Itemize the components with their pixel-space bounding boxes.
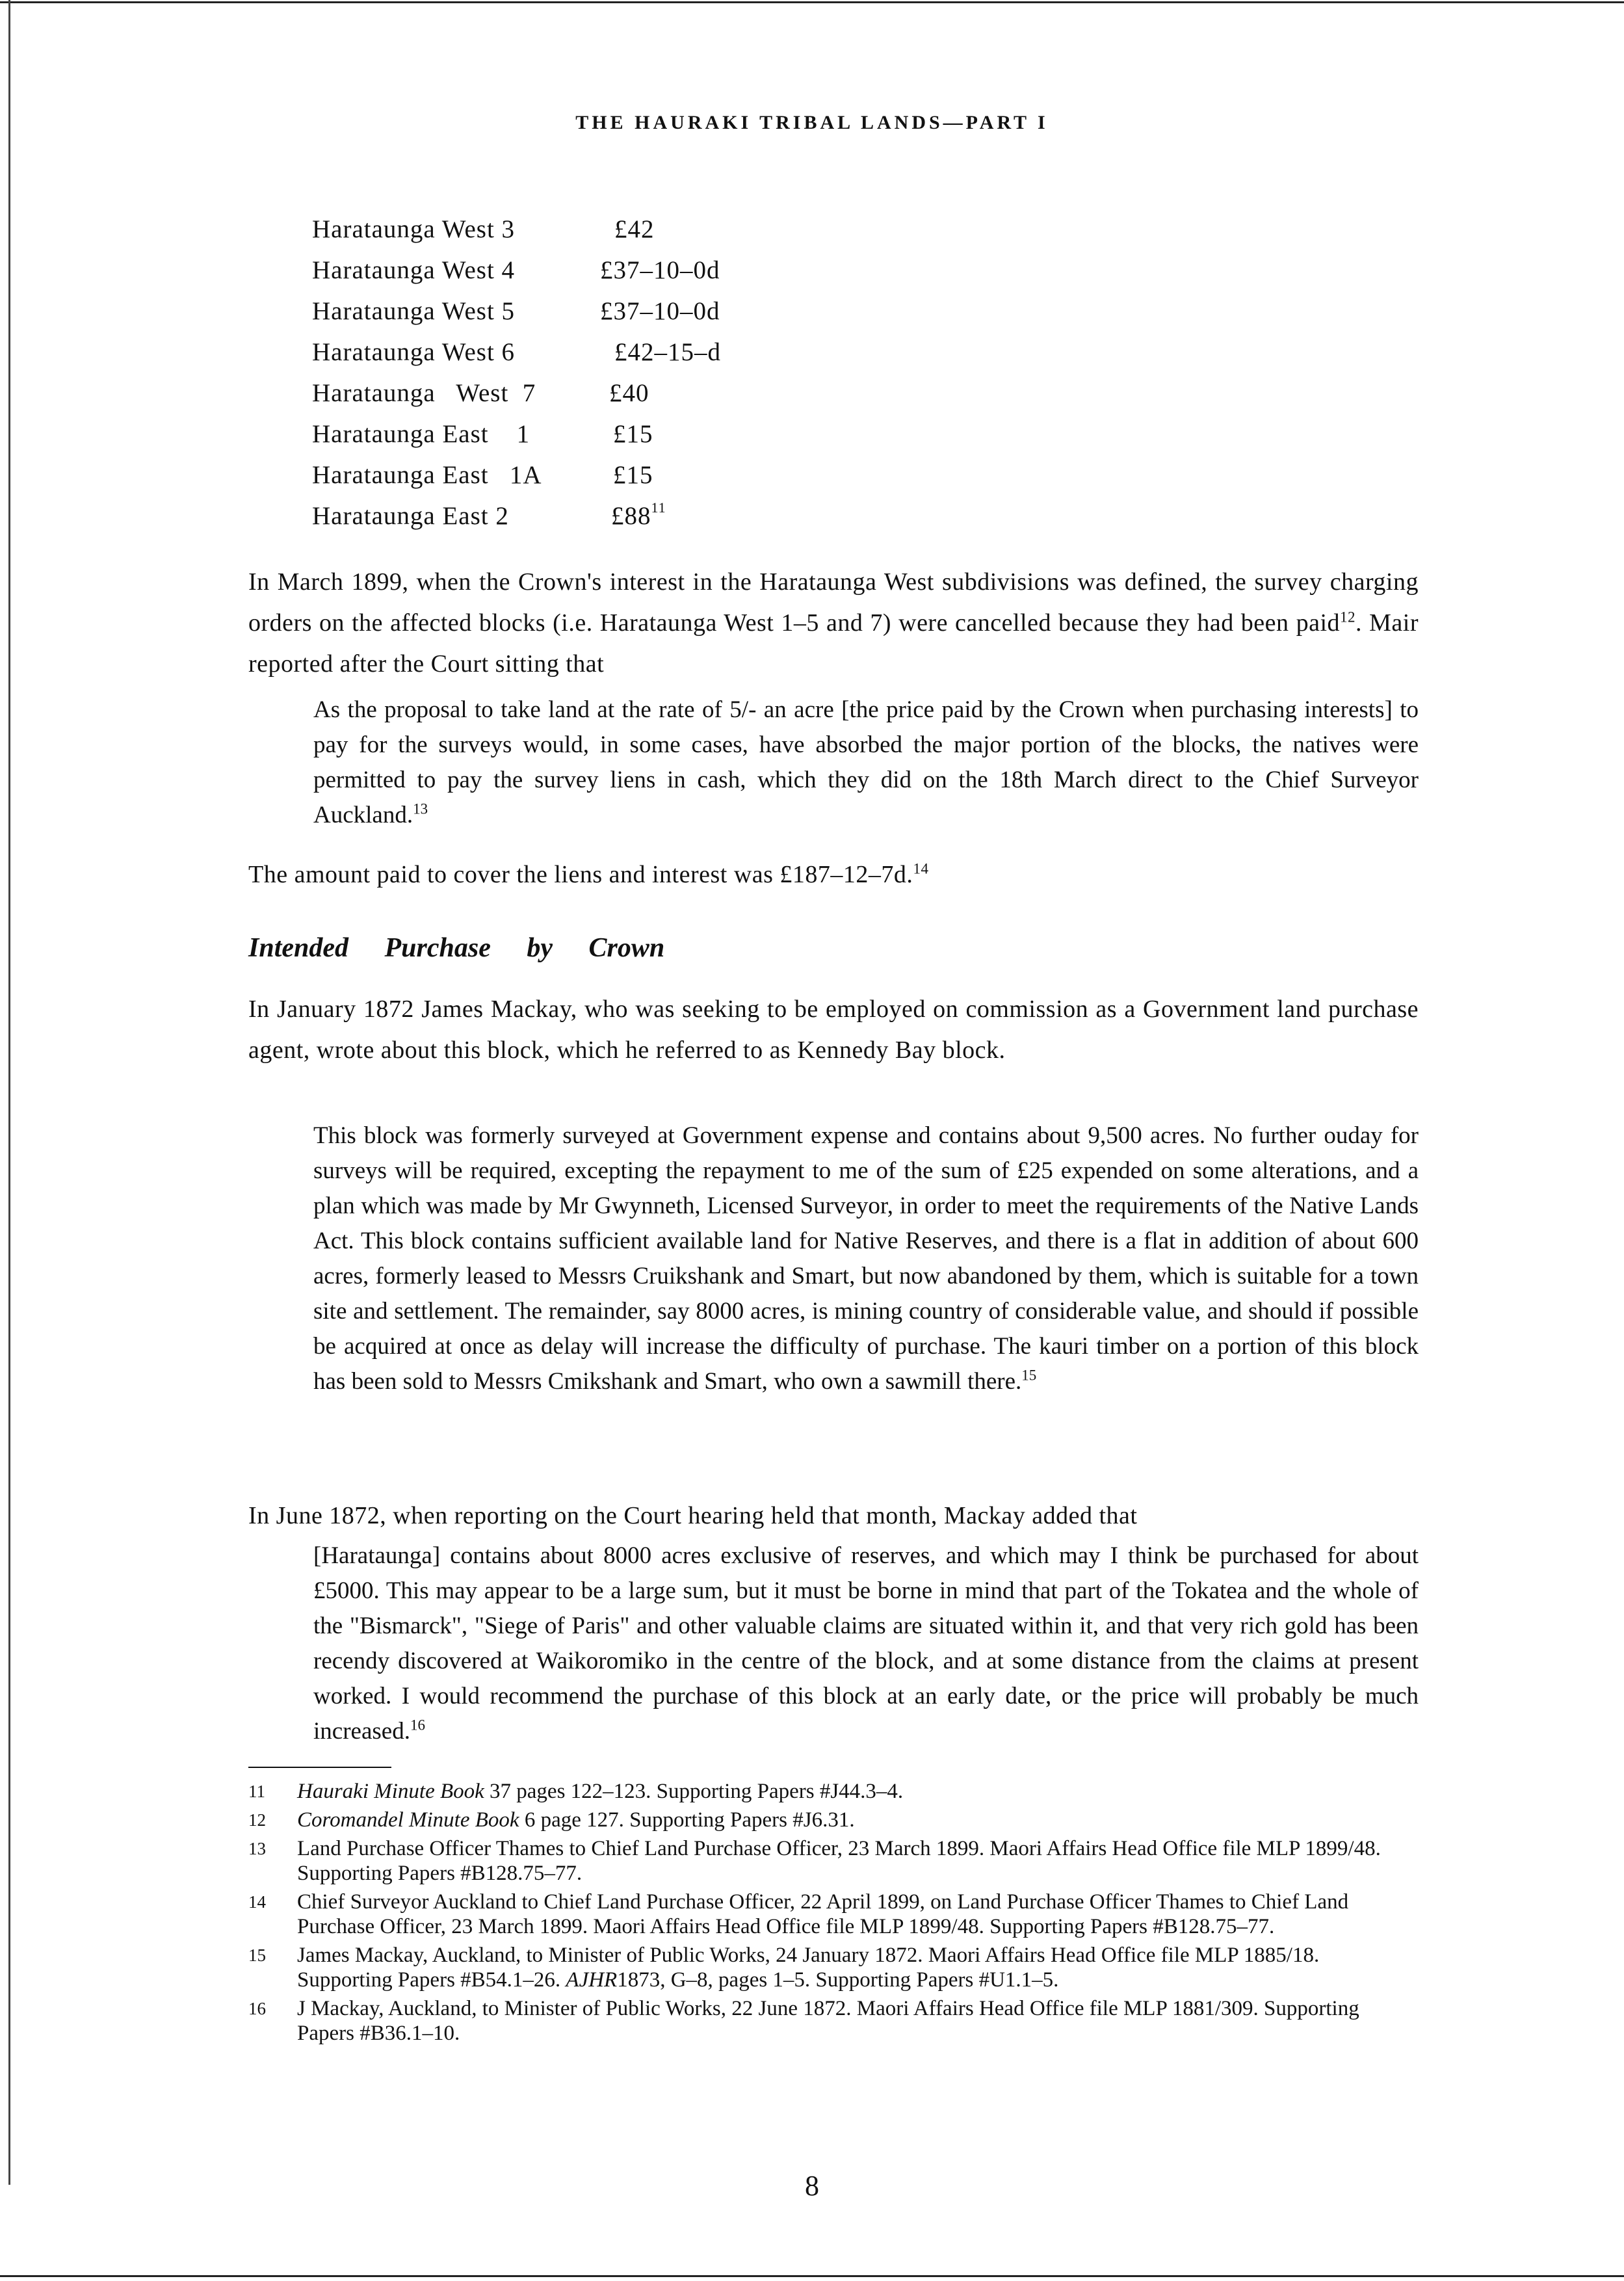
charge-amount: £40 [609,379,649,407]
scan-border-left [8,0,10,2185]
paragraph-text: In June 1872, when reporting on the Court hearing held that month, Mackay added that [248,1502,1138,1529]
footnote-text: Land Purchase Officer Thames to Chief Land Purchase Officer, 23 March 1899. Maori Affairs Head Office file MLP 1899/48. Supporting Papers #B128.75–77. [297,1837,1381,1885]
body-paragraph [248,854,1419,895]
section-heading: Intended Purchase by Crown [248,933,665,963]
block-name: Harataunga East 2 [312,502,509,530]
running-header: THE HAURAKI TRIBAL LANDS—PART I [575,112,1049,133]
footnote-ref: 12 [1340,609,1356,626]
footnote-number: 12 [248,1810,266,1830]
footnote-ref: 11 [651,499,666,516]
paragraph-text: . Mair reported after the Court sitting that [248,609,1419,678]
quote-text: As the proposal to take land at the rate of 5/- an acre [the price paid by the Crown when purchasing interests] to pay for the surveys would, in some cases, have absorbed the major portion of the blocks, the natives were permitted to pay the survey liens in cash, which they did on the 18th March direct to the Chief Surveyor Auckland. [313,696,1419,828]
footnotes [248,1779,1419,2050]
scan-border-bottom [0,2275,1624,2277]
footnote-number: 13 [248,1839,266,1858]
charge-amount: £37–10–0d [600,297,720,325]
block-name: Harataunga East 1 [312,420,530,448]
page-number: 8 [805,2170,819,2202]
footnote-text: 1873, G–8, pages 1–5. Supporting Papers #U1.1–5. [617,1968,1059,1992]
charge-amount: £42 [614,215,655,243]
body-paragraph [248,1496,1419,1536]
charge-amount: £37–10–0d [600,256,720,284]
footnote [248,1943,1419,1992]
footnote-text: 6 page 127. Supporting Papers #J6.31. [519,1808,855,1832]
block-name: Harataunga West 6 [312,338,516,366]
block-quote [313,1118,1419,1399]
paragraph-text: In March 1899, when the Crown's interest in the Harataunga West subdivisions was defined, the survey charging orders on the affected blocks (i.e. Harataunga West 1–5 and 7) were cancelled because they had been paid [248,568,1419,637]
block-name: Harataunga West 7 [312,379,536,407]
footnote-ref: 15 [1021,1367,1037,1384]
block-name: Harataunga West 3 [312,215,516,243]
charge-amount: £15 [613,420,653,448]
amount-text: £88 [611,502,651,530]
footnote [248,1808,1419,1832]
footnote-number: 14 [248,1892,266,1912]
block-quote [313,1538,1419,1749]
paragraph-text: The amount paid to cover the liens and interest was £187–12–7d. [248,861,913,888]
body-paragraph [248,989,1419,1071]
footnote-ref: 13 [413,800,428,817]
charge-amount: £42–15–d [614,338,721,366]
footnote-separator [248,1767,391,1768]
block-name: Harataunga West 5 [312,297,516,325]
block-quote [313,692,1419,833]
footnote-text: Chief Surveyor Auckland to Chief Land Purchase Officer, 22 April 1899, on Land Purchase Officer Thames to Chief Land Purchase Officer, 23 March 1899. Maori Affairs Head Office file MLP 1899/48. Supporting Papers #B128.75–77. [297,1890,1349,1938]
footnote-text: James Mackay, Auckland, to Minister of Public Works, 24 January 1872. Maori Affairs Head Office file MLP 1885/18. Supporting Papers #B54.1–26. [297,1944,1320,1992]
footnote-italic: AJHR [566,1968,618,1992]
charge-amount: £15 [613,461,653,489]
block-name: Harataunga East 1A [312,461,542,489]
quote-text: [Harataunga] contains about 8000 acres exclusive of reserves, and which may I think be purchased for about £5000. This may appear to be a large sum, but it must be borne in mind that part of the Tokatea and the whole of the "Bismarck", "Siege of Paris" and other valuable claims are situated within it, and that very rich gold has been recendy discovered at Waikoromiko in the centre of the block, and at some distance from the claims at present worked. I would recommend the purchase of this block at an early date, or the price will probably be much increased. [313,1542,1419,1745]
quote-text: This block was formerly surveyed at Government expense and contains about 9,500 acres. No further ouday for surveys will be required, excepting the repayment to me of the sum of £25 expended on some alterations, and a plan which was made by Mr Gwynneth, Licensed Surveyor, in order to meet the requirements of the Native Lands Act. This block contains sufficient available land for Native Reserves, and there is a flat in addition of about 600 acres, formerly leased to Messrs Cruikshank and Smart, but now abandoned by them, which is suitable for a town site and settlement. The remainder, say 8000 acres, is mining country of considerable value, and should if possible be acquired at once as delay will increase the difficulty of purchase. The kauri timber on a portion of this block has been sold to Messrs Cmikshank and Smart, who own a sawmill there. [313,1122,1419,1395]
block-name: Harataunga West 4 [312,256,516,284]
footnote-ref: 16 [410,1717,425,1734]
footnote-number: 16 [248,1999,266,2018]
scan-border-top [0,1,1624,3]
footnote-number: 11 [248,1782,265,1801]
footnote [248,1890,1419,1939]
footnote-italic: Hauraki Minute Book [297,1780,484,1803]
body-paragraph [248,562,1419,685]
footnote-text: 37 pages 122–123. Supporting Papers #J44.3–4. [484,1780,904,1803]
paragraph-text: In January 1872 James Mackay, who was seeking to be employed on commission as a Government land purchase agent, wrote about this block, which he referred to as Kennedy Bay block. [248,995,1419,1064]
footnote [248,1996,1419,2046]
footnote [248,1779,1419,1804]
footnote-italic: Coromandel Minute Book [297,1808,519,1832]
footnote-ref: 14 [913,860,929,877]
footnote [248,1836,1419,1886]
footnote-text: J Mackay, Auckland, to Minister of Public Works, 22 June 1872. Maori Affairs Head Office file MLP 1881/309. Supporting Papers #B36.1–10. [297,1997,1359,2045]
charge-amount [611,501,666,531]
footnote-number: 15 [248,1945,266,1965]
